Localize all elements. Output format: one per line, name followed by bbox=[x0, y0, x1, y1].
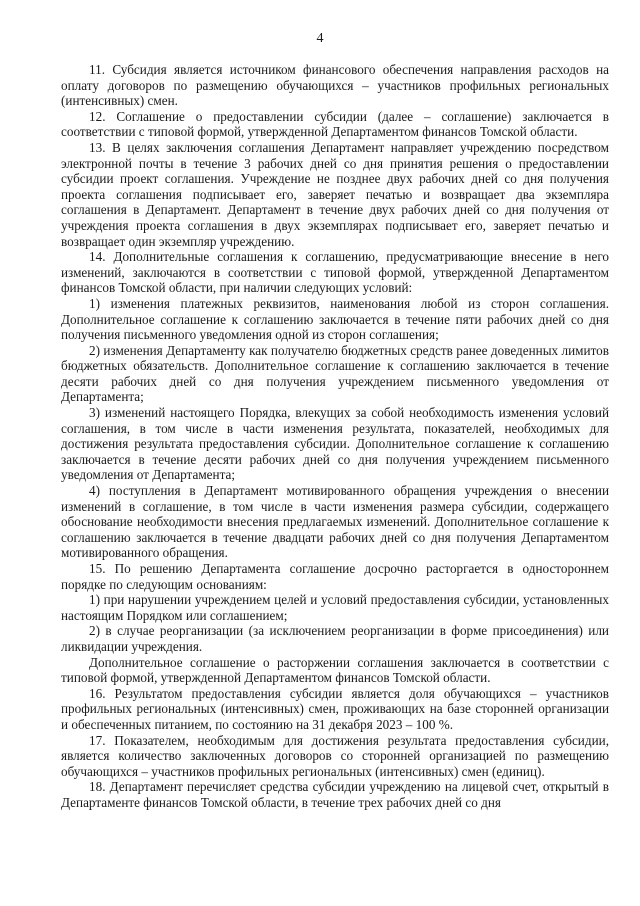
paragraph-14-item-1: 1) изменения платежных реквизитов, наименования любой из сторон соглашения. Дополнительное соглашение к соглашению заключается в течение пяти рабочих дней со дня получения письменного уведомления одной из сторон соглашения; bbox=[61, 295, 609, 343]
paragraph-15: 15. По решению Департамента соглашение досрочно расторгается в одностороннем порядке по следующим основаниям: bbox=[61, 561, 609, 592]
paragraph-13: 13. В целях заключения соглашения Департамент направляет учреждению посредством электронной почты в течение 3 рабочих дней со дня принятия решения о предоставлении субсидии проект соглашения. Учреждение не позднее двух рабочих дней со дня получения проекта соглашения подписывает его, заверяет печатью и возвращает два экземпляра соглашения в Департамент. Департамент в течение двух рабочих дней со дня получения от учреждения проекта соглашения в двух экземплярах подписывает его, заверяет печатью и возвращает один экземпляр учреждению. bbox=[61, 139, 609, 249]
paragraph-14-item-4: 4) поступления в Департамент мотивированного обращения учреждения о внесении изменений в соглашение, в том числе в части изменения размера субсидии, содержащего обоснование необходимости внесения предлагаемых изменений. Дополнительное соглашение к соглашению заключается в течение двадцати рабочих дней со дня получения Департаментом мотивированного обращения. bbox=[61, 483, 609, 561]
page-number: 4 bbox=[316, 31, 324, 46]
paragraph-15-note: Дополнительное соглашение о расторжении соглашения заключается в соответствии с типовой формой, утвержденной Департаментом финансов Томской области. bbox=[61, 654, 609, 686]
paragraph-14-item-3: 3) изменений настоящего Порядка, влекущих за собой необходимость изменения условий соглашения, в том числе в части изменения результата, показателей, необходимых для достижения результата предоставления субсидии. Дополнительное соглашение к соглашению заключается в течение десяти рабочих дней со дня получения учреждением письменного уведомления от Департамента; bbox=[61, 405, 609, 483]
paragraph-18: 18. Департамент перечисляет средства субсидии учреждению на лицевой счет, открытый в Департаменте финансов Томской области, в течение трех рабочих дней со дня bbox=[61, 779, 609, 810]
paragraph-11: 11. Субсидия является источником финансового обеспечения направления расходов на оплату договоров по размещению обучающихся – участников профильных региональных (интенсивных) смен. bbox=[61, 62, 609, 109]
paragraph-12: 12. Соглашение о предоставлении субсидии (далее – соглашение) заключается в соответствии с типовой формой, утвержденной Департаментом финансов Томской области. bbox=[61, 108, 609, 140]
paragraph-15-item-1: 1) при нарушении учреждением целей и условий предоставления субсидии, установленных настоящим Порядком или соглашением; bbox=[61, 592, 609, 623]
paragraph-15-item-2: 2) в случае реорганизации (за исключением реорганизации в форме присоединения) или ликвидации учреждения. bbox=[61, 623, 609, 654]
paragraph-14: 14. Дополнительные соглашения к соглашению, предусматривающие внесение в него изменений, заключаются в соответствии с типовой формой, утвержденной Департаментом финансов Томской области, при наличии следующих условий: bbox=[61, 249, 609, 296]
paragraph-17: 17. Показателем, необходимым для достижения результата предоставления субсидии, является количество заключенных договоров со сторонней организацией по размещению обучающихся – участников профильных региональных (интенсивных) смен (единиц). bbox=[61, 732, 609, 779]
paragraph-16: 16. Результатом предоставления субсидии является доля обучающихся – участников профильных региональных (интенсивных) смен, проживающих на базе сторонней организации и обеспеченных питанием, по состоянию на 31 декабря 2023 – 100 %. bbox=[61, 685, 609, 732]
paragraph-14-item-2: 2) изменения Департаменту как получателю бюджетных средств ранее доведенных лимитов бюджетных обязательств. Дополнительное соглашение к соглашению заключается в течение десяти рабочих дней со дня получения учреждением письменного уведомления от Департамента; bbox=[61, 342, 609, 405]
document-body bbox=[61, 62, 609, 811]
